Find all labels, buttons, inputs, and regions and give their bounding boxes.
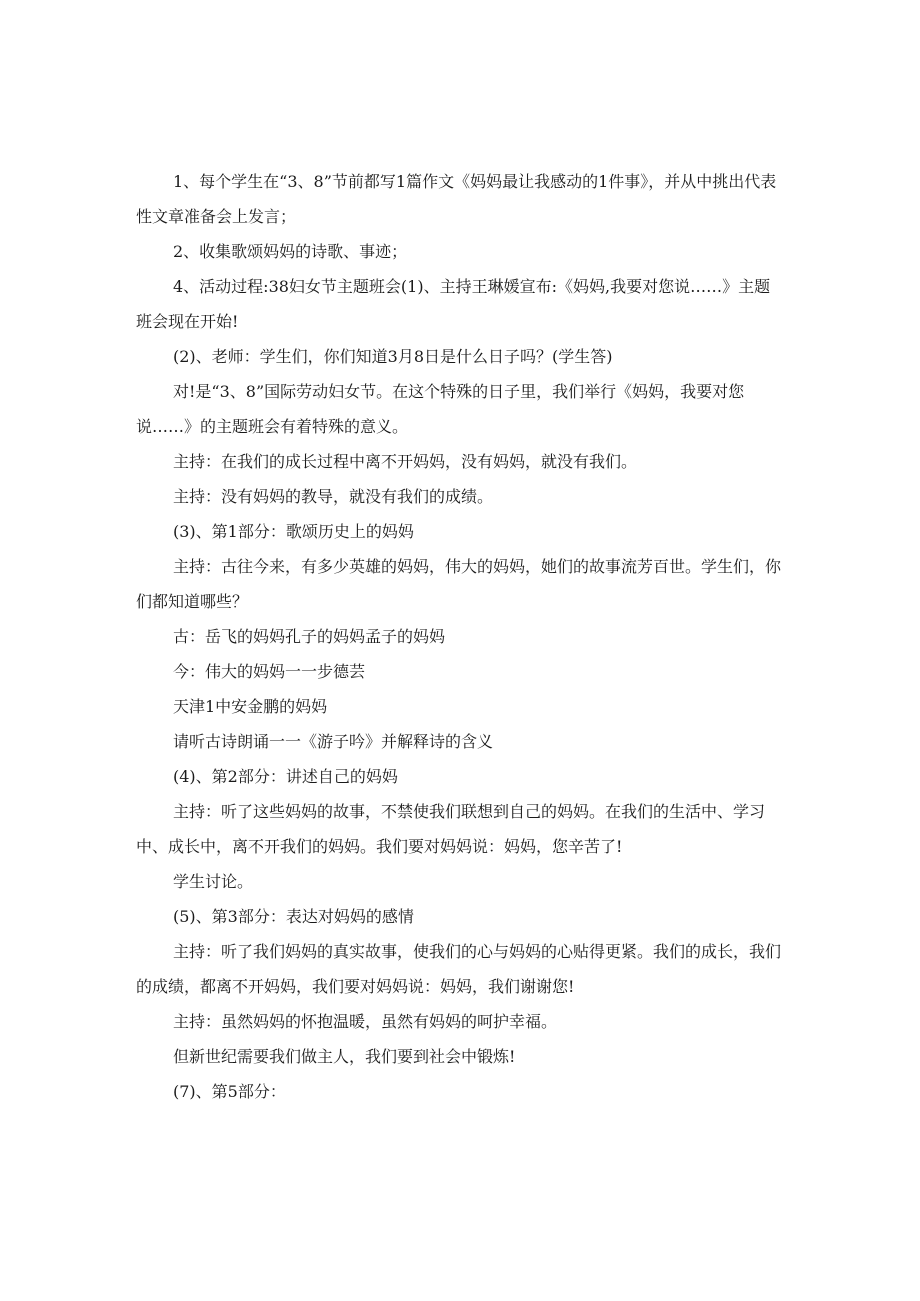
paragraph: 主持：在我们的成长过程中离不开妈妈，没有妈妈，就没有我们。: [173, 452, 638, 471]
paragraph: 1、每个学生在“3、8”节前都写1篇作文《妈妈最让我感动的1件事》，并从中挑出代表性文章准备会上发言；: [136, 172, 777, 226]
paragraph: 请听古诗朗诵一一《游子吟》并解释诗的含义: [173, 732, 494, 751]
paragraph: 主持：古往今来，有多少英雄的妈妈，伟大的妈妈，她们的故事流芳百世。学生们，你们都知道哪些？: [136, 557, 782, 611]
paragraph: 主持：没有妈妈的教导，就没有我们的成绩。: [173, 487, 494, 506]
paragraph: 但新世纪需要我们做主人，我们要到社会中锻炼!: [173, 1047, 516, 1066]
paragraph: 天津1中安金鹏的妈妈: [173, 697, 328, 716]
paragraph: 4、活动过程:38妇女节主题班会(1)、主持王琳媛宣布:《妈妈,我要对您说……》主题班会现在开始!: [136, 277, 771, 331]
paragraph: 古：岳飞的妈妈孔子的妈妈孟子的妈妈: [173, 627, 446, 646]
paragraph: (4)、第2部分：讲述自己的妈妈: [173, 767, 398, 786]
paragraph: (5)、第3部分：表达对妈妈的感情: [173, 907, 414, 926]
paragraph: 主持：虽然妈妈的怀抱温暖，虽然有妈妈的呵护幸福。: [173, 1012, 558, 1031]
document-body: [136, 164, 786, 1109]
paragraph: 主持：听了这些妈妈的故事，不禁使我们联想到自己的妈妈。在我们的生活中、学习中、成长中，离不开我们的妈妈。我们要对妈妈说：妈妈，您辛苦了!: [136, 802, 766, 856]
paragraph: 对!是“3、8”国际劳动妇女节。在这个特殊的日子里，我们举行《妈妈，我要对您说……》的主题班会有着特殊的意义。: [136, 382, 745, 436]
paragraph: 今：伟大的妈妈一一步德芸: [173, 662, 366, 681]
paragraph: (2)、老师：学生们，你们知道3月8日是什么日子吗？(学生答): [173, 347, 613, 366]
paragraph: (3)、第1部分：歌颂历史上的妈妈: [173, 522, 414, 541]
paragraph: 主持：听了我们妈妈的真实故事，使我们的心与妈妈的心贴得更紧。我们的成长，我们的成绩，都离不开妈妈，我们要对妈妈说：妈妈，我们谢谢您!: [136, 942, 782, 996]
paragraph: (7)、第5部分：: [173, 1082, 286, 1101]
paragraph: 2、收集歌颂妈妈的诗歌、事迹；: [173, 242, 408, 261]
paragraph: 学生讨论。: [173, 872, 254, 891]
